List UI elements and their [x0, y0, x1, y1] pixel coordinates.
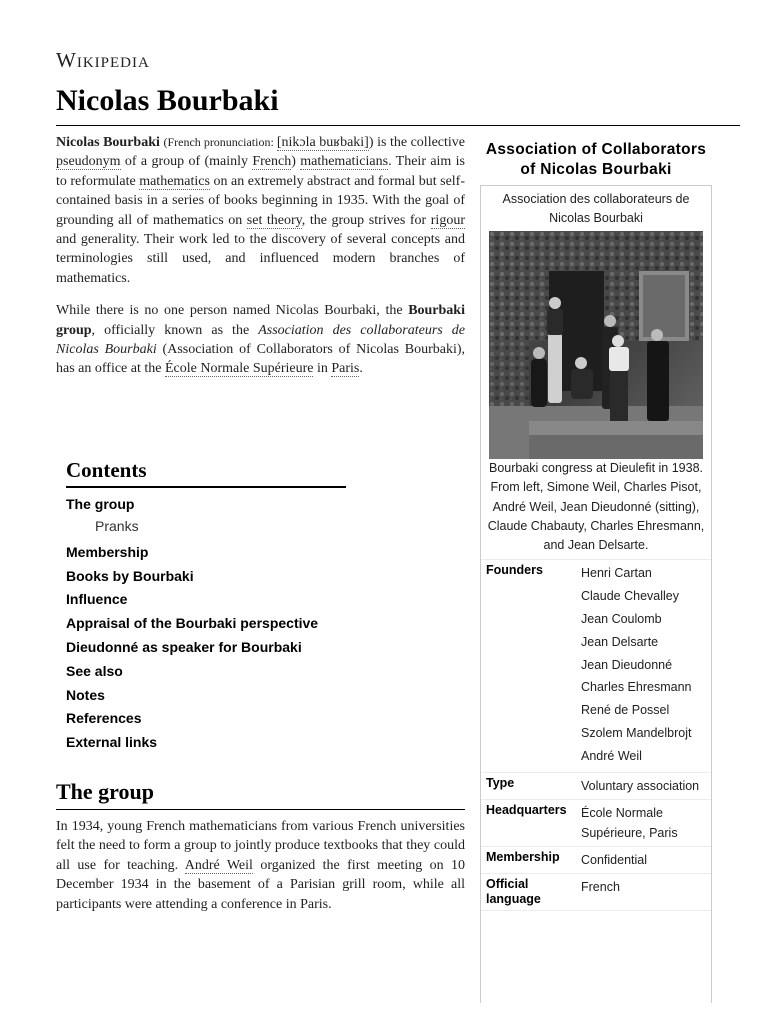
lead-section [56, 133, 465, 392]
infobox-table [480, 185, 712, 1003]
founder-link[interactable]: Jean Dieudonné [581, 657, 673, 672]
founder-link[interactable]: Jean Delsarte [581, 634, 659, 649]
photo-caption: Bourbaki congress at Dieulefit in 1938. From left, Simone Weil, Charles Pisot, André Weil, Jean Dieudonné (sitting), Claude Chabauty, Charles Ehresmann, and Jean Delsarte. [481, 459, 711, 560]
toc-item-books[interactable]: Books by Bourbaki [66, 567, 194, 584]
official-name-italic: Association des collaborateurs de Nicolas Bourbaki [56, 322, 466, 358]
toc-title: Contents [66, 458, 346, 488]
title-divider [56, 125, 740, 126]
ipa-link[interactable]: [nikɔla buʁbaki] [276, 135, 369, 150]
infobox-row-language [481, 874, 711, 911]
table-of-contents [66, 458, 346, 756]
link-paris[interactable]: Paris [331, 361, 360, 377]
group-photo[interactable] [489, 231, 703, 459]
toc-item-the-group[interactable]: The group [66, 496, 135, 512]
toc-item-notes[interactable]: Notes [66, 686, 105, 703]
link-mathematicians[interactable]: mathematicians [300, 154, 389, 170]
toc-item-membership[interactable]: Membership [66, 543, 149, 560]
language-label: Official language [486, 876, 541, 906]
link-andre-weil[interactable]: André Weil [184, 857, 253, 873]
founder-link[interactable]: Jean Coulomb [581, 612, 662, 627]
bourbaki-group-bold: Bourbaki group [56, 303, 465, 338]
toc-item-influence[interactable]: Influence [66, 591, 128, 608]
pron-close: ) [368, 135, 374, 150]
headquarters-value[interactable]: École Normale Supérieure, Paris [581, 805, 678, 840]
link-pseudonym[interactable]: pseudonym [56, 154, 121, 170]
language-value[interactable]: French [581, 879, 620, 894]
toc-item-see-also[interactable]: See also [66, 662, 123, 679]
toc-item-pranks[interactable]: Pranks [95, 517, 139, 534]
infobox-subtitle: Association des collaborateurs de Nicolas Bourbaki [502, 192, 690, 225]
page-title: Nicolas Bourbaki [56, 84, 279, 117]
founder-link[interactable]: Charles Ehresmann [581, 680, 692, 695]
lead-paragraph-1: Nicolas Bourbaki (French pronunciation: [nikɔla buʁbaki]) is the collective pseudonym of a group of (mainly French) mathematicians. Their aim is to reformulate mathematics on an extremely abstract and formal but self-contained basis in a series of books beginning in 1935. With the goal of grounding all of mathematics on set theory, the group strives for rigour and generality. Their work led to the discovery of several concepts and terminologies still used, and influenced modern branches of mathematics. [56, 135, 466, 286]
founder-link[interactable]: Henri Cartan [581, 566, 652, 581]
membership-label: Membership [486, 849, 560, 864]
toc-item-external-links[interactable]: External links [66, 734, 158, 751]
toc-item-dieudonne[interactable]: Dieudonné as speaker for Bourbaki [66, 638, 302, 655]
infobox-row-membership [481, 847, 711, 874]
infobox-caption: Association of Collaborators of Nicolas Bourbaki [485, 141, 707, 178]
infobox-row-type [481, 773, 711, 800]
membership-value: Confidential [581, 852, 648, 867]
link-ens[interactable]: École Normale Supérieure [164, 361, 314, 377]
infobox-row-founders [481, 560, 711, 772]
founder-link[interactable]: René de Possel [581, 703, 670, 718]
founders-list [581, 563, 711, 768]
type-value: Voluntary association [581, 778, 700, 793]
infobox [480, 140, 712, 1003]
founder-link[interactable]: André Weil [581, 748, 642, 763]
subject-name: Nicolas Bourbaki [56, 135, 160, 150]
toc-item-references[interactable]: References [66, 710, 142, 727]
toc-item-appraisal[interactable]: Appraisal of the Bourbaki perspective [66, 615, 319, 632]
link-mathematics[interactable]: mathematics [139, 173, 210, 189]
infobox-row-headquarters [481, 800, 711, 847]
link-set-theory[interactable]: set theory [246, 212, 302, 228]
founder-link[interactable]: Szolem Mandelbrojt [581, 726, 692, 741]
lead-paragraph-2: While there is no one person named Nicolas Bourbaki, the Bourbaki group, officially known as the Association des collaborateurs de Nicolas Bourbaki (Association of Collaborators of Nicolas Bourbaki), has an office at the École Normale Supérieure in Paris. [56, 303, 466, 377]
section-paragraph-the-group: In 1934, young French mathematicians from various French universities felt the need to form a group to jointly produce textbooks that they could all use for teaching. André Weil organized the first meeting on 10 December 1934 in the basement of a Parisian grill room, while all participants were attending a conference in Paris. [56, 819, 465, 912]
headquarters-label: Headquarters [486, 802, 567, 817]
founder-link[interactable]: Claude Chevalley [581, 589, 679, 604]
toc-list [66, 494, 346, 756]
pronunciation-label: (French pronunciation: [163, 135, 277, 149]
section-heading-the-group: The group [56, 779, 465, 810]
wikipedia-logo[interactable]: Wikipedia [56, 48, 150, 72]
link-rigour[interactable]: rigour [430, 212, 465, 228]
link-french[interactable]: French [252, 154, 292, 170]
type-label: Type [486, 775, 515, 790]
founders-label: Founders [486, 563, 543, 578]
